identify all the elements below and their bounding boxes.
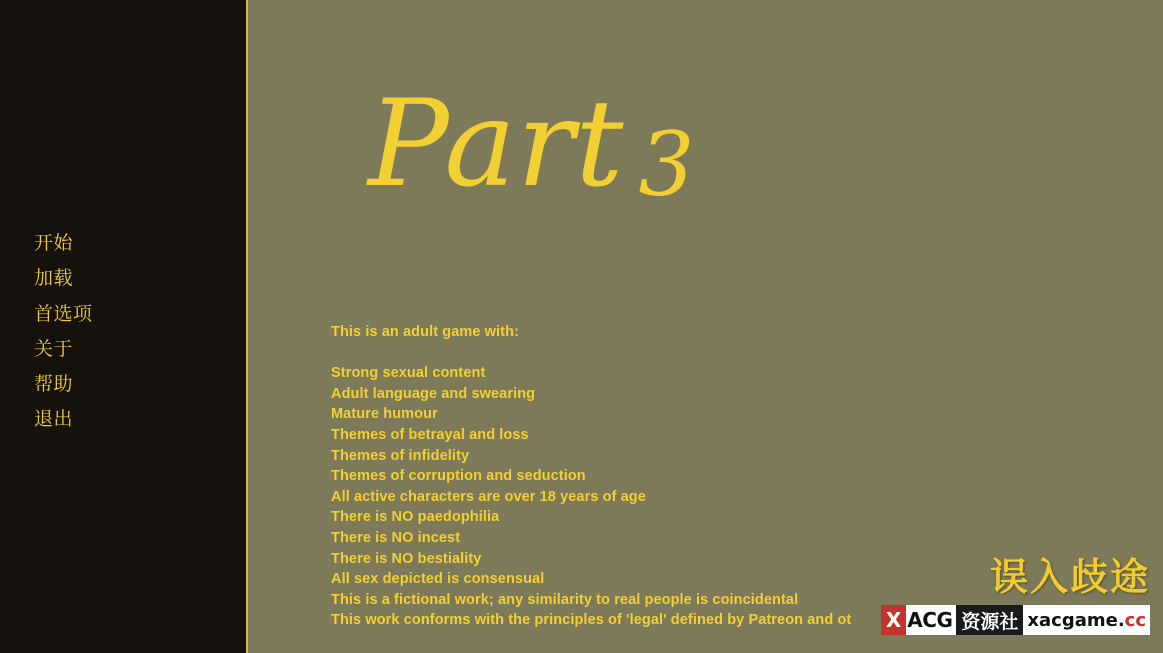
notice-line: There is NO paedophilia [331, 509, 500, 526]
notice-heading: This is an adult game with: [331, 324, 519, 340]
game-title-word: Part [368, 75, 625, 214]
watermark-url-host: xacgame. [1027, 609, 1125, 631]
watermark-url-tld: cc [1124, 609, 1146, 631]
menu-item-help[interactable]: 帮助 [34, 373, 74, 396]
watermark-x-logo: X [881, 605, 906, 635]
notice-line: All sex depicted is consensual [331, 571, 545, 588]
menu-item-preferences[interactable]: 首选项 [34, 302, 93, 325]
notice-line: Themes of infidelity [331, 447, 470, 464]
game-title-number: 3 [638, 113, 696, 216]
notice-line: All active characters are over 18 years of age [331, 488, 646, 505]
notice-line: Mature humour [331, 406, 438, 423]
notice-spacer [331, 343, 1141, 364]
watermark-chinese-text: 误入歧途 [989, 555, 1150, 599]
notice-line: There is NO bestiality [331, 550, 482, 567]
menu-item-about[interactable]: 关于 [34, 337, 74, 360]
watermark-acg-logo: ACG [906, 605, 956, 635]
notice-line: This is a fictional work; any similarity to real people is coincidental [331, 591, 799, 608]
notice-line: Adult language and swearing [331, 385, 536, 402]
main-menu-list [34, 226, 214, 438]
game-title [368, 75, 696, 216]
sidebar-divider [246, 0, 248, 653]
watermark-badge [881, 605, 1150, 635]
notice-line: There is NO incest [331, 529, 461, 546]
watermark-site-url [1023, 605, 1150, 635]
menu-item-quit[interactable]: 退出 [34, 408, 74, 431]
notice-line: Strong sexual content [331, 365, 486, 382]
watermark-site-name: 资源社 [956, 605, 1023, 635]
notice-line: This work conforms with the principles of 'legal' defined by Patreon and ot [331, 612, 852, 629]
notice-line: Themes of corruption and seduction [331, 468, 586, 485]
notice-line: Themes of betrayal and loss [331, 426, 529, 443]
menu-item-start[interactable]: 开始 [34, 232, 74, 254]
menu-item-load[interactable]: 加载 [34, 267, 74, 290]
